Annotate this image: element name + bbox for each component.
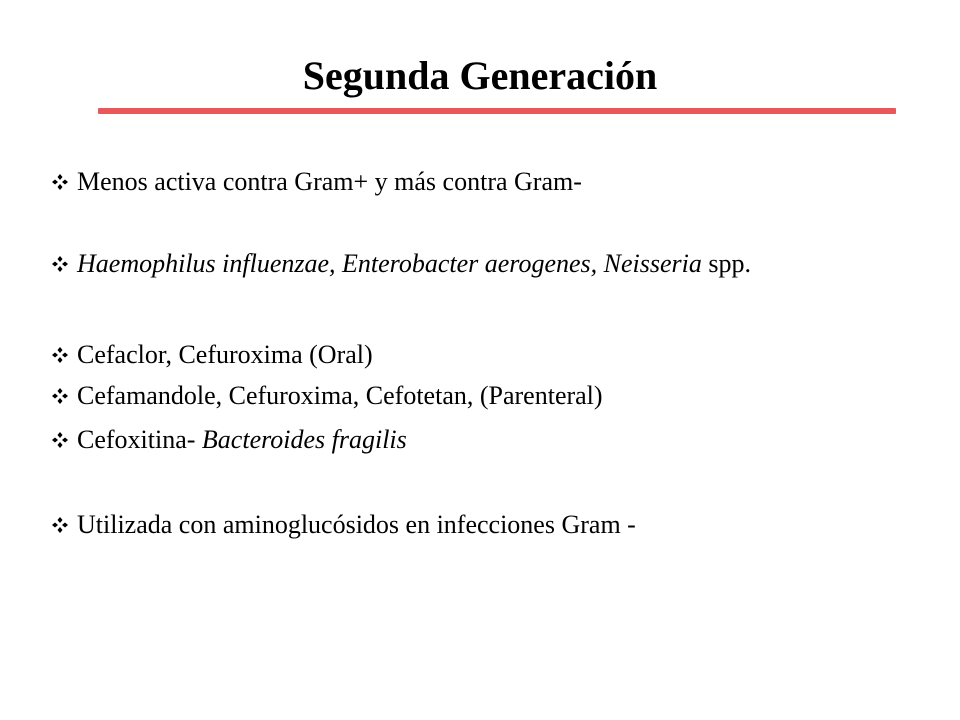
bullet-item <box>52 162 582 202</box>
bullet-text: Menos activa contra Gram+ y más contra Gram- <box>77 167 582 196</box>
bullet-text: Utilizada con aminoglucósidos en infecciones Gram - <box>77 510 636 539</box>
bullet-item <box>52 376 603 416</box>
four-diamond-bullet-icon <box>52 517 68 533</box>
four-diamond-bullet-icon <box>52 347 68 363</box>
bullet-item <box>52 505 636 545</box>
bullet-text-italic: Haemophilus influenzae, Enterobacter aerogenes, Neisseria <box>77 249 702 278</box>
four-diamond-bullet-icon <box>52 388 68 404</box>
bullet-text: Cefamandole, Cefuroxima, Cefotetan, (Parenteral) <box>77 381 603 410</box>
bullet-item <box>52 420 407 460</box>
four-diamond-bullet-icon <box>52 432 68 448</box>
four-diamond-bullet-icon <box>52 256 68 272</box>
four-diamond-bullet-icon <box>52 174 68 190</box>
slide-title: Segunda Generación <box>302 53 658 98</box>
bullet-item <box>52 335 373 375</box>
title-underline <box>98 108 896 114</box>
bullet-item <box>52 244 751 284</box>
bullet-text: Cefaclor, Cefuroxima (Oral) <box>77 340 373 369</box>
bullet-text: Cefoxitina- <box>77 425 202 454</box>
bullet-text-italic: Bacteroides fragilis <box>201 425 407 454</box>
bullet-text: spp. <box>701 249 751 278</box>
